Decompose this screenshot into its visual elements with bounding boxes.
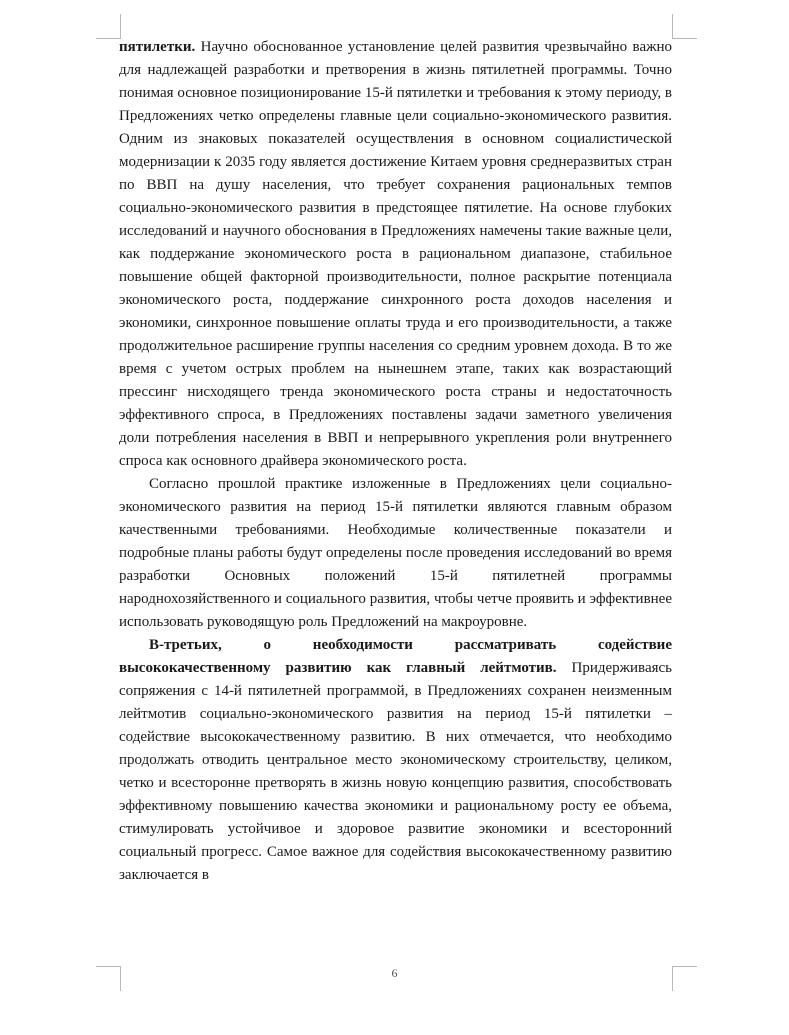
paragraph-1-text: Научно обоснованное установление целей развития чрезвычайно важно для надлежащей разработки и претворения в жизнь пятилетней программы. Точно понимая основное позиционирование 15-й пятилетки и требования к этому периоду, в Предложениях четко определены главные цели социально-экономического развития. Одним из знаковых показателей осуществления в основном социалистической модернизации к 2035 году является достижение Китаем уровня среднеразвитых стран по ВВП на душу населения, что требует сохранения рациональных темпов социально-экономического развития в предстоящее пятилетие. На основе глубоких исследований и научного обоснования в Предложениях намечены такие важные цели, как поддержание экономического роста в рациональном диапазоне, стабильное повышение общей факторной производительности, полное раскрытие потенциала экономического роста, поддержание синхронного роста доходов населения и экономики, синхронное повышение оплаты труда и его производительности, а также продолжительное расширение группы населения со средним уровнем дохода. В то же время с учетом острых проблем на нынешнем этапе, таких как возрастающий прессинг нисходящего тренда экономического роста страны и недостаточность эффективного спроса, в Предложениях поставлены задачи заметного увеличения доли потребления населения в ВВП и непрерывного укрепления роли внутреннего спроса как основного драйвера экономического роста.: [119, 39, 672, 469]
paragraph-3-text: Придерживаясь сопряжения с 14-й пятилетней программой, в Предложениях сохранен неизменным лейтмотив социально-экономического развития на период 15-й пятилетки – содействие высококачественному развитию. В них отмечается, что необходимо продолжать отводить центральное место экономическому строительству, целиком, четко и всесторонне претворять в жизнь новую концепцию развития, способствовать эффективному повышению качества экономики и рациональному росту ее объема, стимулировать устойчивое и здоровое развитие экономики и всесторонний социальный прогресс. Самое важное для содействия высококачественному развитию заключается в: [119, 660, 672, 883]
paragraph-2: [119, 473, 672, 634]
crop-mark-top-right: [672, 14, 697, 39]
paragraph-3-bold-heading: В-третьих, о необходимости рассматривать содействие высококачественному развитию как главный лейтмотив.: [119, 637, 672, 676]
paragraph-3: [119, 634, 672, 887]
paragraph-1-bold-lead: пятилетки.: [119, 39, 196, 55]
page-number: 6: [391, 966, 398, 980]
crop-mark-top-left: [96, 14, 121, 39]
paragraph-2-text: Согласно прошлой практике изложенные в Предложениях цели социально-экономического развития на период 15-й пятилетки являются главным образом качественными требованиями. Необходимые количественные показатели и подробные планы работы будут определены после проведения исследований во время разработки Основных положений 15-й пятилетней программы народнохозяйственного и социального развития, чтобы четче проявить и эффективнее использовать руководящую роль Предложений на макроуровне.: [119, 476, 672, 630]
paragraph-1: [119, 36, 672, 473]
body-text: [119, 36, 672, 887]
